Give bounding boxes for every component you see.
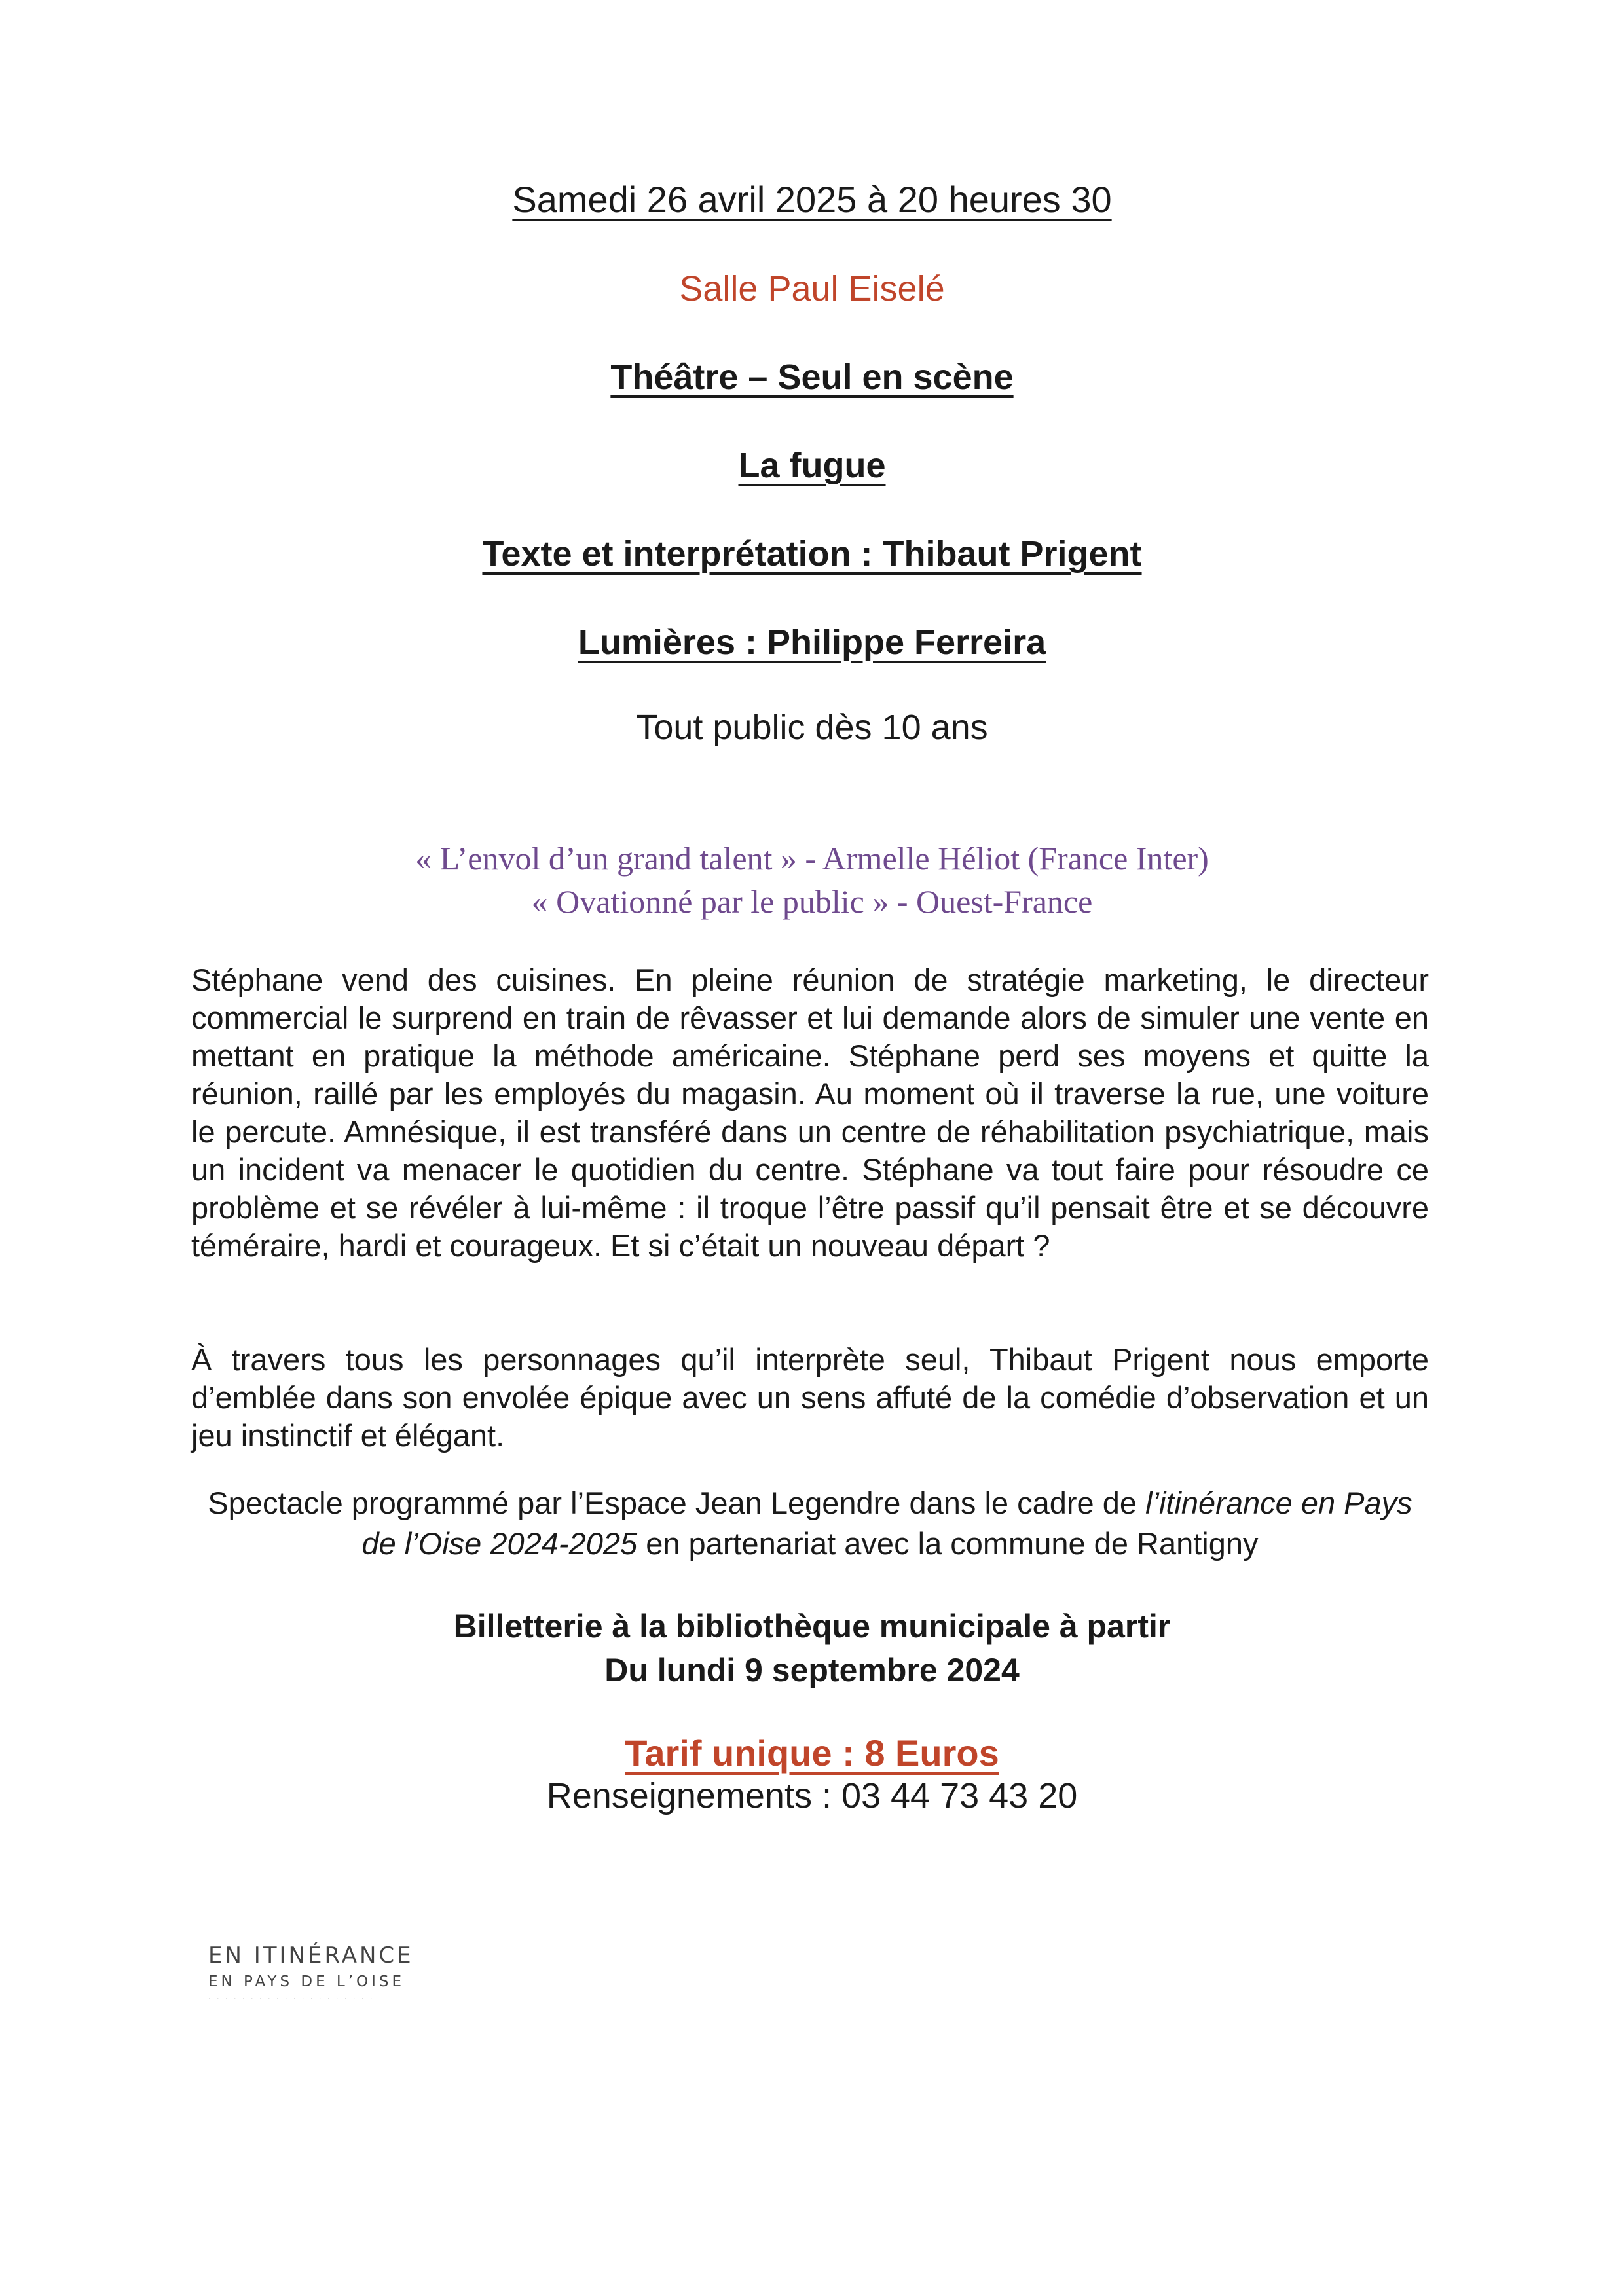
press-quote-2: « Ovationné par le public » - Ouest-France [531, 883, 1093, 920]
audience-age: Tout public dès 10 ans [636, 708, 988, 747]
event-venue: Salle Paul Eiselé [679, 269, 945, 308]
event-genre: Théâtre – Seul en scène [610, 357, 1014, 397]
review-paragraph: À travers tous les personnages qu’il interprète seul, Thibaut Prigent nous emporte d’emblée dans son envolée épique avec un sens affuté de la comédie d’observation et un jeu instinctif et élégant. [191, 1342, 1429, 1453]
synopsis-paragraph: Stéphane vend des cuisines. En pleine réunion de stratégie marketing, le directeur commercial le surprend en train de rêvasser et lui demande alors de simuler une vente en mettant en pratique la méthode américaine. Stéphane perd ses moyens et quitte la réunion, raillé par les employés du magasin. Au moment où il traverse la rue, une voiture le percute. Amnésique, il est transféré dans un centre de réhabilitation psychiatrique, mais un incident va menacer le quotidien du centre. Stéphane va tout faire pour résoudre ce problème et se révéler à lui-même : il troque l’être passif qu’il pensait être et se découvre téméraire, hardi et courageux. Et si c’était un nouveau départ ? [191, 962, 1429, 1263]
programming-suffix: en partenariat avec la commune de Rantigny [637, 1526, 1259, 1561]
logo-line-1: EN ITINÉRANCE [208, 1942, 414, 1969]
author-credit: Texte et interprétation : Thibaut Prigent [482, 534, 1142, 574]
info-phone: Renseignements : 03 44 73 43 20 [546, 1776, 1078, 1815]
logo-tagline-illegible: · · · · · · · · · · · · · · · · · · · · [208, 1995, 375, 2003]
price-label: Tarif unique : 8 Euros [625, 1732, 999, 1774]
show-title: La fugue [738, 446, 886, 485]
programming-italic: l’itinérance en Pays de l’Oise 2024-2025 [361, 1485, 1412, 1561]
ticketing-line-2: Du lundi 9 septembre 2024 [604, 1652, 1020, 1688]
ticketing-line-1: Billetterie à la bibliothèque municipale à partir [453, 1608, 1171, 1645]
programming-note [191, 1483, 1429, 1564]
lights-credit: Lumières : Philippe Ferreira [578, 623, 1046, 662]
itinerance-logo [208, 1941, 424, 2005]
programming-prefix: Spectacle programmé par l’Espace Jean Legendre dans le cadre de [208, 1485, 1146, 1520]
logo-line-2: EN PAYS DE L’OISE [208, 1973, 405, 1990]
event-date: Samedi 26 avril 2025 à 20 heures 30 [512, 179, 1112, 220]
press-quote-1: « L’envol d’un grand talent » - Armelle Héliot (France Inter) [415, 840, 1209, 877]
